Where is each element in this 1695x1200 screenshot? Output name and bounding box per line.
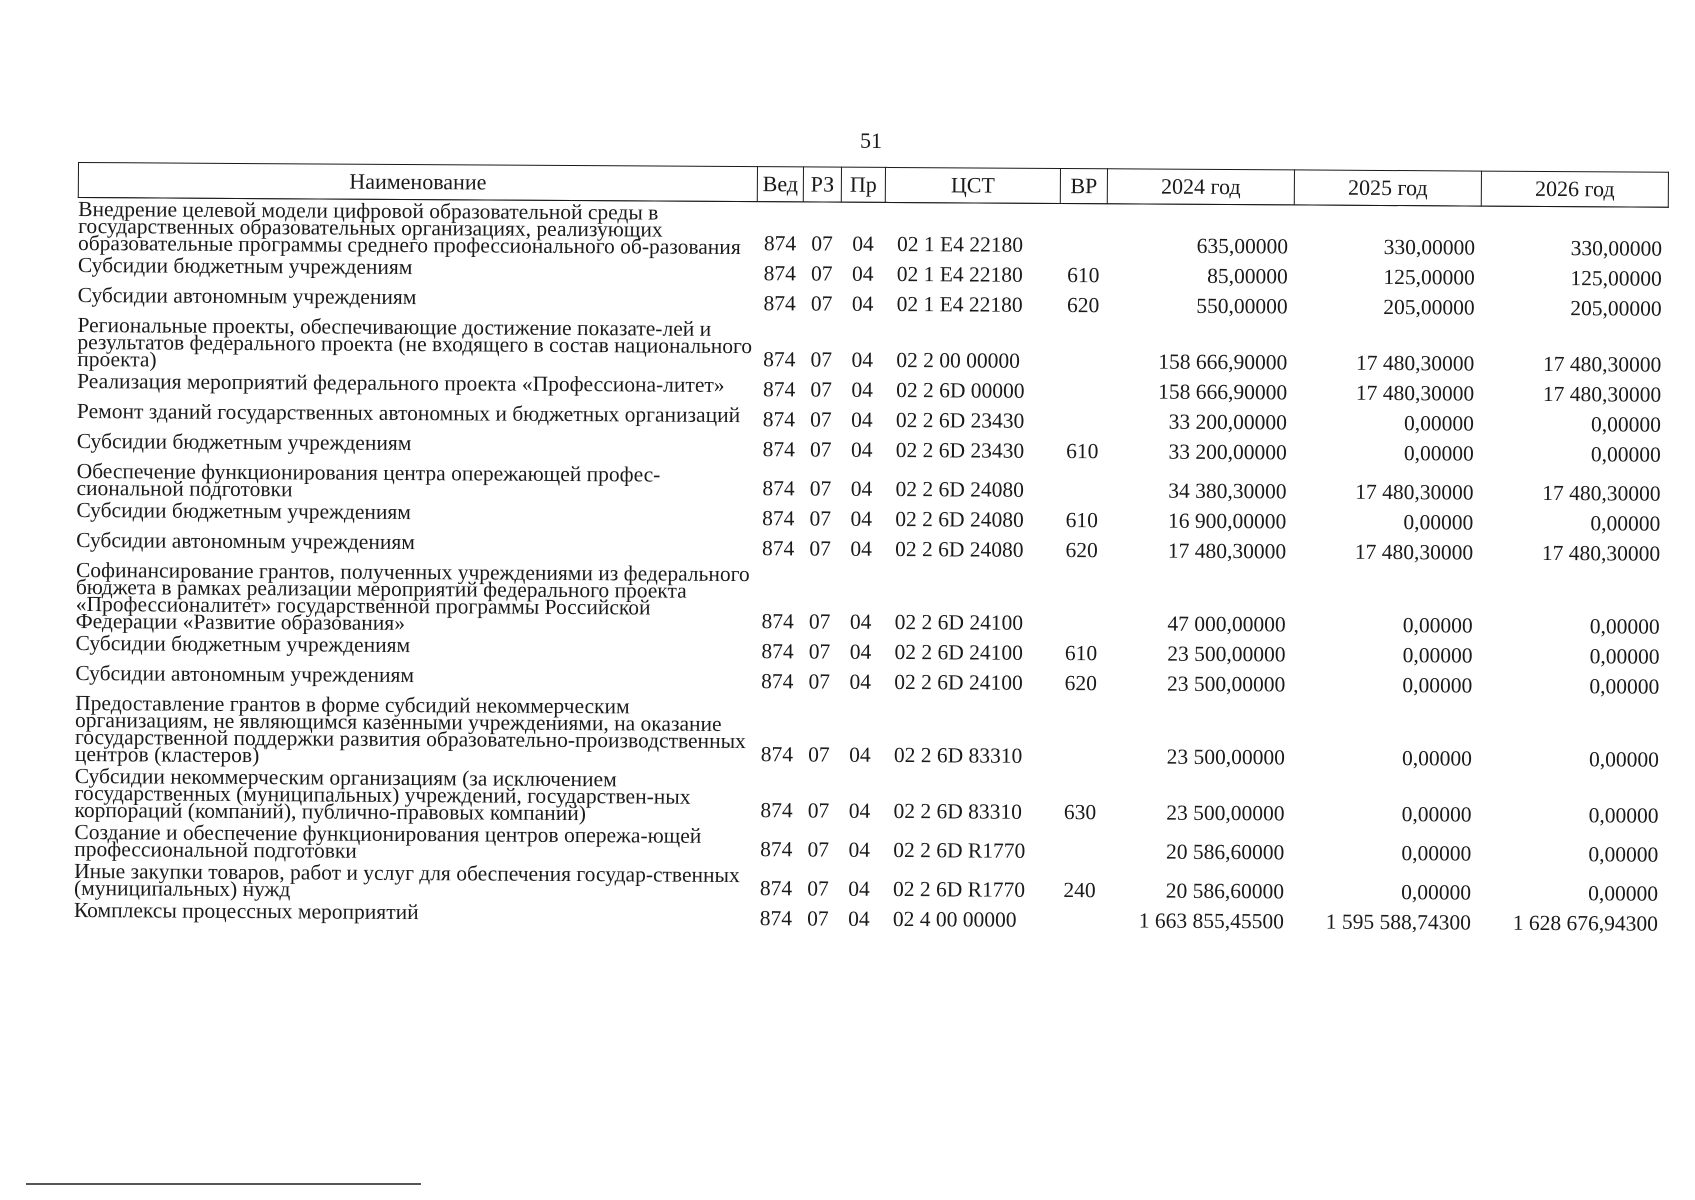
row-rz: 07 xyxy=(807,798,830,823)
row-pr: 04 xyxy=(848,798,871,823)
row-rz: 07 xyxy=(808,609,831,634)
table-row xyxy=(75,692,1665,775)
row-2026: 0,00000 xyxy=(1589,644,1660,669)
budget-table-sheet xyxy=(73,162,1668,939)
row-2026: 205,00000 xyxy=(1570,296,1662,321)
row-2024: 85,00000 xyxy=(1207,263,1288,289)
row-name: Субсидии бюджетным учреждениям xyxy=(77,253,413,280)
header-ved: Вед xyxy=(757,167,803,202)
row-vr xyxy=(1058,565,1105,638)
row-2024: 16 900,00000 xyxy=(1168,508,1287,534)
row-pr: 04 xyxy=(851,291,874,316)
row-2025: 0,00000 xyxy=(1401,802,1472,827)
row-vr: 240 xyxy=(1063,878,1096,903)
row-name: Создание и обеспечение функционирования центров опережа-ющей профессиональной подготовки xyxy=(74,819,702,863)
row-2024: 23 500,00000 xyxy=(1166,800,1285,826)
row-pr: 04 xyxy=(851,377,873,402)
header-pr: Пр xyxy=(841,167,885,202)
row-rz: 07 xyxy=(811,231,833,256)
row-pr: 04 xyxy=(848,906,870,931)
row-2025: 17 480,30000 xyxy=(1355,350,1475,376)
row-2025: 0,00000 xyxy=(1402,673,1473,698)
row-name: Иные закупки товаров, работ и услуг для обеспечения государ-ственных (муниципальных) нужд xyxy=(73,858,740,902)
row-2025: 205,00000 xyxy=(1383,294,1475,320)
row-cst: 02 2 6D 83310 xyxy=(893,798,1023,824)
footer-rule xyxy=(26,1183,421,1185)
row-2025: 0,00000 xyxy=(1403,441,1474,466)
row-vr: 620 xyxy=(1065,538,1098,563)
row-2024: 23 500,00000 xyxy=(1166,744,1285,770)
row-2026: 0,00000 xyxy=(1588,842,1659,867)
row-cst: 02 1 E4 22180 xyxy=(896,262,1023,287)
row-vr xyxy=(1060,204,1107,261)
row-2025: 17 480,30000 xyxy=(1354,539,1474,565)
row-name: Субсидии бюджетным учреждениям xyxy=(75,630,411,658)
row-2026: 0,00000 xyxy=(1588,747,1659,772)
row-vr: 630 xyxy=(1063,800,1097,825)
row-pr: 04 xyxy=(852,231,874,256)
header-name: Наименование xyxy=(78,163,757,202)
row-name: Субсидии некоммерческим организациям (за исключением государственных (муниципальных) учреждений, государствен-ных корпораций (компаний), публично-правовых компаний) xyxy=(74,763,691,826)
table-row xyxy=(76,559,1666,642)
row-2026: 0,00000 xyxy=(1590,442,1661,467)
row-rz: 07 xyxy=(810,291,833,316)
row-pr: 04 xyxy=(850,536,872,561)
row-cst: 02 1 E4 22180 xyxy=(896,292,1023,317)
row-name: Субсидии автономным учреждениям xyxy=(75,660,415,688)
row-name: Внедрение целевой модели цифровой образовательной среды в государственных образовательных организациях, реализующих образовательные программы среднего профессионального об-разования xyxy=(77,197,741,260)
row-name: Региональные проекты, обеспечивающие достижение показате-лей и результатов федерального проекта (не входящего в состав национального проекта) xyxy=(77,313,753,372)
row-2024: 158 666,90000 xyxy=(1158,349,1288,375)
row-2024: 47 000,00000 xyxy=(1167,611,1286,637)
row-2024: 550,00000 xyxy=(1196,293,1288,319)
row-cst: 02 2 6D 24080 xyxy=(895,536,1024,562)
row-vr: 610 xyxy=(1067,263,1100,288)
row-name: Субсидии бюджетным учреждениям xyxy=(76,428,412,456)
row-pr: 04 xyxy=(849,609,872,634)
row-name: Субсидии автономным учреждениям xyxy=(76,527,415,555)
row-rz: 07 xyxy=(807,906,829,931)
row-2025: 17 480,30000 xyxy=(1355,479,1474,505)
row-vr xyxy=(1056,827,1103,866)
row-vr xyxy=(1057,698,1104,771)
row-ved: 874 xyxy=(761,669,794,694)
row-2024: 635,00000 xyxy=(1196,233,1289,259)
row-ved: 874 xyxy=(763,291,796,316)
header-cst: ЦСТ xyxy=(885,167,1060,203)
row-2024: 34 380,30000 xyxy=(1168,478,1287,504)
row-rz: 07 xyxy=(809,506,832,531)
row-2025: 0,00000 xyxy=(1402,613,1473,638)
row-rz: 07 xyxy=(807,876,829,901)
row-pr: 04 xyxy=(849,639,872,664)
row-2025: 330,00000 xyxy=(1383,234,1476,260)
row-rz: 07 xyxy=(811,261,833,286)
row-pr: 04 xyxy=(851,347,874,372)
budget-table xyxy=(73,162,1669,939)
row-ved: 874 xyxy=(762,506,795,531)
row-cst: 02 4 00 00000 xyxy=(892,906,1017,932)
row-rz: 07 xyxy=(808,669,831,694)
row-rz: 07 xyxy=(808,639,831,664)
row-pr: 04 xyxy=(849,669,872,694)
row-vr: 610 xyxy=(1065,508,1099,533)
header-2026: 2026 год xyxy=(1481,171,1668,207)
row-vr xyxy=(1058,466,1105,505)
table-body xyxy=(74,198,1668,939)
row-rz: 07 xyxy=(809,536,831,561)
row-2025: 0,00000 xyxy=(1401,880,1472,905)
row-2026: 0,00000 xyxy=(1588,803,1659,828)
row-vr: 620 xyxy=(1064,671,1098,696)
row-rz: 07 xyxy=(809,437,832,462)
row-2024: 23 500,00000 xyxy=(1167,671,1286,697)
row-cst: 02 2 6D 24100 xyxy=(894,639,1023,665)
row-name: Предоставление грантов в форме субсидий некоммерческим организациям, не являющимся казенными учреждениями, на оказание государственной поддержки развития образовательно-производственных центров (кластеров) xyxy=(74,690,746,768)
row-cst: 02 2 00 00000 xyxy=(896,348,1021,373)
row-cst: 02 2 6D 23430 xyxy=(895,408,1025,433)
row-2026: 0,00000 xyxy=(1589,674,1660,699)
row-ved: 874 xyxy=(759,906,793,931)
row-name: Реализация мероприятий федерального проекта «Профессиона-литет» xyxy=(77,368,725,397)
row-2026: 17 480,30000 xyxy=(1541,540,1661,566)
page-number: 51 xyxy=(860,128,882,153)
row-ved: 874 xyxy=(762,437,795,462)
row-2026: 17 480,30000 xyxy=(1542,351,1662,377)
row-cst: 02 2 6D 83310 xyxy=(893,742,1023,768)
row-pr: 04 xyxy=(848,876,870,901)
row-2025: 1 595 588,74300 xyxy=(1325,909,1471,935)
row-rz: 07 xyxy=(810,377,832,402)
row-2024: 20 586,60000 xyxy=(1165,839,1285,865)
row-2024: 1 663 855,45500 xyxy=(1138,908,1284,934)
row-cst: 02 2 6D 00000 xyxy=(896,378,1025,403)
row-cst: 02 2 6D 23430 xyxy=(895,438,1025,463)
row-2024: 158 666,90000 xyxy=(1158,379,1288,405)
header-2025: 2025 год xyxy=(1294,170,1481,206)
row-cst: 02 2 6D 24100 xyxy=(894,669,1023,695)
row-ved: 874 xyxy=(759,876,793,901)
row-2026: 0,00000 xyxy=(1588,881,1659,906)
row-vr: 610 xyxy=(1064,641,1098,666)
row-ved: 874 xyxy=(761,536,795,561)
row-2025: 0,00000 xyxy=(1401,746,1472,771)
row-2026: 0,00000 xyxy=(1590,412,1661,437)
row-ved: 874 xyxy=(762,407,796,432)
row-ved: 874 xyxy=(760,742,794,767)
row-2025: 0,00000 xyxy=(1403,510,1474,535)
row-cst: 02 2 6D 24080 xyxy=(895,506,1024,532)
row-2024: 23 500,00000 xyxy=(1167,641,1286,667)
row-2025: 0,00000 xyxy=(1403,411,1475,436)
header-rz: РЗ xyxy=(803,167,841,202)
row-pr: 04 xyxy=(852,261,874,286)
row-pr: 04 xyxy=(850,506,873,531)
row-vr: 620 xyxy=(1066,293,1100,318)
row-2026: 17 480,30000 xyxy=(1542,480,1661,506)
row-2026: 0,00000 xyxy=(1590,511,1661,536)
row-2026: 1 628 676,94300 xyxy=(1512,910,1658,936)
row-2024: 33 200,00000 xyxy=(1168,409,1288,435)
row-ved: 874 xyxy=(762,476,795,501)
row-name: Комплексы процессных мероприятий xyxy=(73,897,419,925)
row-cst: 02 2 6D 24080 xyxy=(895,477,1024,502)
row-2026: 125,00000 xyxy=(1570,266,1662,291)
row-name: Ремонт зданий государственных автономных и бюджетных организаций xyxy=(76,398,741,428)
row-pr: 04 xyxy=(848,837,871,862)
header-vr: ВР xyxy=(1060,169,1107,204)
row-name: Обеспечение функционирования центра опережающей профес-сиональной подготовки xyxy=(76,458,661,502)
row-rz: 07 xyxy=(810,347,833,372)
header-2024: 2024 год xyxy=(1107,169,1294,205)
row-ved: 874 xyxy=(761,639,794,664)
row-2025: 17 480,30000 xyxy=(1355,380,1475,406)
row-pr: 04 xyxy=(849,742,871,767)
row-name: Софинансирование грантов, полученных учреждениями из федерального бюджета в рамках реализации мероприятий федерального проекта «Профессионалитет» государственной программы Российской Федерации «Развитие образования» xyxy=(75,557,750,636)
row-2026: 0,00000 xyxy=(1589,614,1660,639)
row-ved: 874 xyxy=(763,347,796,372)
row-vr xyxy=(1059,406,1106,436)
row-vr: 610 xyxy=(1066,439,1099,464)
row-2025: 0,00000 xyxy=(1401,841,1472,866)
row-rz: 07 xyxy=(808,742,830,767)
row-rz: 07 xyxy=(807,837,830,862)
row-2024: 33 200,00000 xyxy=(1168,439,1287,465)
row-pr: 04 xyxy=(850,476,873,501)
row-vr xyxy=(1059,320,1106,376)
row-name: Субсидии бюджетным учреждениям xyxy=(76,497,412,525)
row-2025: 125,00000 xyxy=(1383,264,1475,290)
row-cst: 02 2 6D R1770 xyxy=(893,837,1026,863)
row-ved: 874 xyxy=(760,837,793,862)
row-2026: 17 480,30000 xyxy=(1542,381,1662,407)
row-cst: 02 1 E4 22180 xyxy=(896,232,1024,257)
row-ved: 874 xyxy=(763,231,797,256)
row-rz: 07 xyxy=(810,407,832,432)
row-vr xyxy=(1059,376,1106,406)
row-ved: 874 xyxy=(761,609,794,634)
row-name: Субсидии автономным учреждениям xyxy=(77,283,417,310)
row-ved: 874 xyxy=(762,377,796,402)
row-ved: 874 xyxy=(763,261,797,286)
row-pr: 04 xyxy=(851,407,873,432)
row-2024: 20 586,60000 xyxy=(1165,878,1285,904)
row-pr: 04 xyxy=(850,437,873,462)
row-2026: 330,00000 xyxy=(1570,236,1663,261)
row-rz: 07 xyxy=(809,476,832,501)
row-2025: 0,00000 xyxy=(1402,643,1473,668)
row-2024: 17 480,30000 xyxy=(1167,538,1287,564)
row-vr xyxy=(1056,905,1103,935)
row-cst: 02 2 6D R1770 xyxy=(893,876,1026,902)
row-ved: 874 xyxy=(760,798,793,823)
row-cst: 02 2 6D 24100 xyxy=(894,609,1024,635)
